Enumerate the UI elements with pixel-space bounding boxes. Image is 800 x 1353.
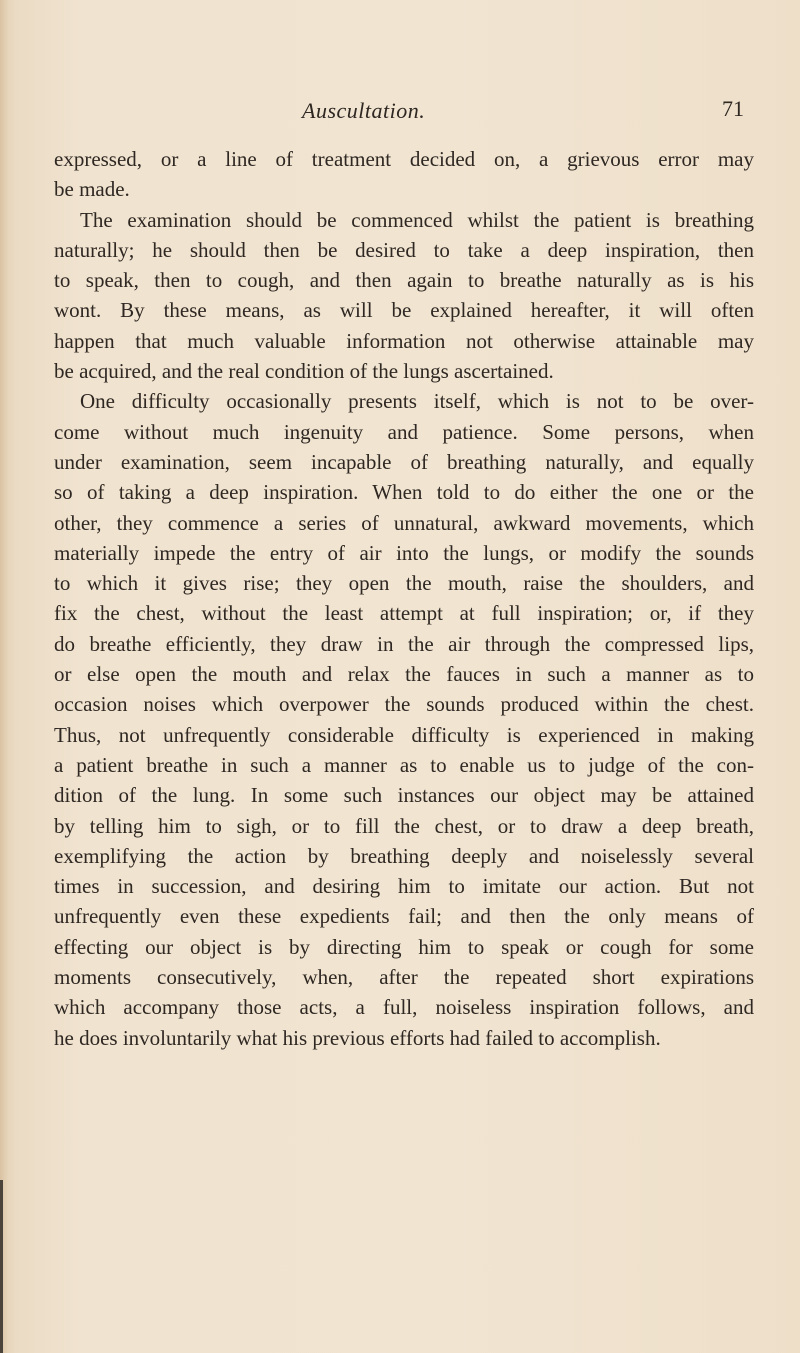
page-number: 71 xyxy=(722,96,744,121)
text-line: be made. xyxy=(54,177,130,202)
page-header xyxy=(0,92,800,132)
text-line: unfrequently even these expedients fail; and then the only means of xyxy=(54,904,754,929)
text-line: to speak, then to cough, and then again to breathe naturally as is his xyxy=(54,268,754,293)
body-text xyxy=(54,144,754,1053)
text-line: he does involuntarily what his previous efforts had failed to accomplish. xyxy=(54,1025,661,1050)
text-line: do breathe efficiently, they draw in the air through the compressed lips, xyxy=(54,631,754,656)
text-line: under examination, seem incapable of breathing naturally, and equally xyxy=(54,449,754,474)
text-line: wont. By these means, as will be explained hereafter, it will often xyxy=(54,298,754,323)
text-line: occasion noises which overpower the sounds produced within the chest. xyxy=(54,692,754,717)
text-line: dition of the lung. In some such instances our object may be attained xyxy=(54,783,754,808)
text-line: which accompany those acts, a full, noiseless inspiration follows, and xyxy=(54,995,754,1020)
running-head: Auscultation. xyxy=(302,98,426,123)
text-line: so of taking a deep inspiration. When told to do either the one or the xyxy=(54,480,754,505)
text-line: materially impede the entry of air into the lungs, or modify the sounds xyxy=(54,540,754,565)
text-line: fix the chest, without the least attempt at full inspiration; or, if they xyxy=(54,601,754,626)
text-line: by telling him to sigh, or to fill the chest, or to draw a deep breath, xyxy=(54,813,754,838)
text-line: to which it gives rise; they open the mouth, raise the shoulders, and xyxy=(54,571,754,596)
page-left-edge xyxy=(0,0,16,1353)
text-line: moments consecutively, when, after the repeated short expirations xyxy=(54,965,754,990)
text-line: other, they commence a series of unnatural, awkward movements, which xyxy=(54,510,754,535)
text-line: times in succession, and desiring him to imitate our action. But not xyxy=(54,874,754,899)
text-line: One difficulty occasionally presents itself, which is not to be over- xyxy=(80,389,754,414)
text-line: be acquired, and the real condition of the lungs ascertained. xyxy=(54,359,554,384)
text-line: come without much ingenuity and patience. Some persons, when xyxy=(54,419,754,444)
text-line: exemplifying the action by breathing deeply and noiselessly several xyxy=(54,843,754,868)
text-line: expressed, or a line of treatment decided on, a grievous error may xyxy=(54,147,754,171)
text-line: Thus, not unfrequently considerable difficulty is experienced in making xyxy=(54,722,754,747)
text-line: happen that much valuable information not otherwise attainable may xyxy=(54,328,754,353)
text-line: naturally; he should then be desired to take a deep inspiration, then xyxy=(54,237,754,262)
binding-shadow xyxy=(0,1180,3,1353)
text-line: or else open the mouth and relax the fauces in such a manner as to xyxy=(54,662,754,687)
text-line: effecting our object is by directing him to speak or cough for some xyxy=(54,934,754,959)
text-line: The examination should be commenced whilst the patient is breathing xyxy=(80,207,754,232)
text-line: a patient breathe in such a manner as to enable us to judge of the con- xyxy=(54,752,754,777)
